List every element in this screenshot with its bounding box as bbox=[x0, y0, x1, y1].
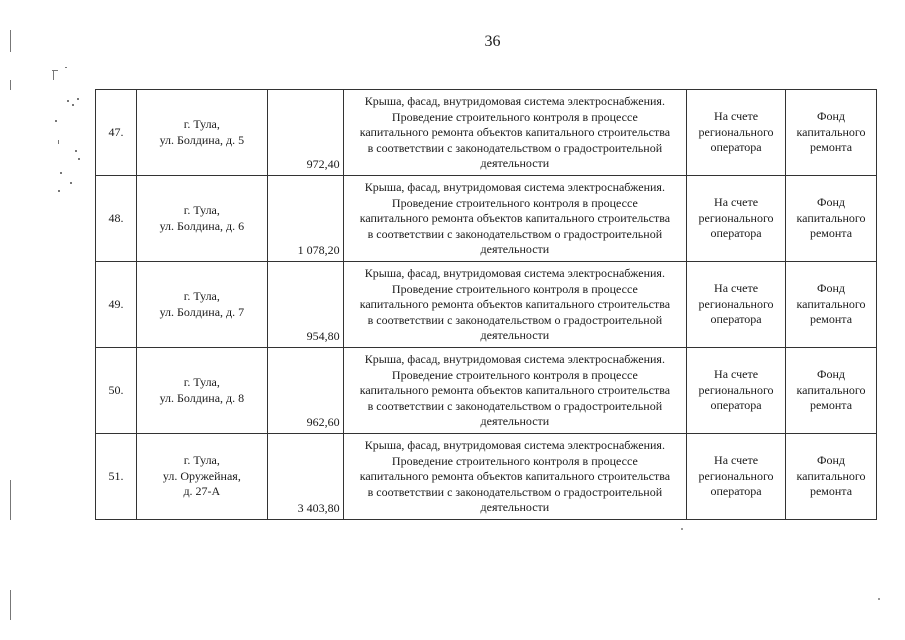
cell-line: в соответствии с законодательством о градостроительной bbox=[367, 398, 663, 413]
row-number: 50. bbox=[96, 348, 137, 434]
account-method-cell bbox=[687, 348, 786, 434]
cell-line: д. 27-А bbox=[183, 484, 221, 499]
cell-line: капитального ремонта объектов капитального строительства bbox=[359, 383, 671, 397]
table-row bbox=[96, 434, 877, 520]
scan-artifacts bbox=[0, 0, 100, 640]
row-number: 48. bbox=[96, 176, 137, 262]
capital-repair-table bbox=[95, 89, 877, 520]
cell-line: оператора bbox=[710, 484, 762, 499]
cost-cell: 962,60 bbox=[267, 348, 343, 434]
cell-line: Проведение строительного контроля в процессе bbox=[391, 281, 638, 296]
row-number: 51. bbox=[96, 434, 137, 520]
cell-line: Фонд bbox=[817, 195, 846, 210]
cell-line: капитального bbox=[796, 382, 866, 397]
cell-line: г. Тула, bbox=[183, 203, 220, 217]
cell-line: регионального bbox=[698, 382, 774, 397]
funding-source-cell bbox=[786, 90, 877, 176]
cell-line: в соответствии с законодательством о градостроительной bbox=[367, 312, 663, 327]
cell-line: регионального bbox=[698, 124, 774, 139]
cell-line: ул. Болдина, д. 5 bbox=[159, 132, 245, 147]
account-method-cell bbox=[687, 262, 786, 348]
cell-line: ремонта bbox=[809, 398, 853, 413]
funding-source-cell bbox=[786, 262, 877, 348]
table-body bbox=[96, 90, 877, 520]
cell-line: На счете bbox=[714, 195, 759, 210]
table-row bbox=[96, 90, 877, 176]
address-cell bbox=[136, 90, 267, 176]
cell-line: капитального bbox=[796, 124, 866, 139]
account-method-cell bbox=[687, 176, 786, 262]
cell-line: ул. Болдина, д. 7 bbox=[159, 304, 245, 319]
cell-line: Проведение строительного контроля в процессе bbox=[391, 109, 638, 124]
cell-line: деятельности bbox=[480, 156, 550, 170]
cell-line: Крыша, фасад, внутридомовая система электроснабжения. bbox=[364, 352, 665, 366]
cell-line: регионального bbox=[698, 210, 774, 225]
cell-line: деятельности bbox=[480, 328, 550, 342]
cell-line: На счете bbox=[714, 453, 759, 468]
cell-line: Крыша, фасад, внутридомовая система электроснабжения. bbox=[364, 438, 665, 452]
cell-line: Крыша, фасад, внутридомовая система электроснабжения. bbox=[364, 266, 665, 280]
account-method-cell bbox=[687, 434, 786, 520]
cell-line: ремонта bbox=[809, 140, 853, 155]
cell-line: На счете bbox=[714, 367, 759, 382]
cell-line: г. Тула, bbox=[183, 375, 220, 389]
cell-line: оператора bbox=[710, 226, 762, 241]
funding-source-cell bbox=[786, 348, 877, 434]
cell-line: капитального ремонта объектов капитального строительства bbox=[359, 297, 671, 311]
cell-line: На счете bbox=[714, 281, 759, 296]
cell-line: регионального bbox=[698, 296, 774, 311]
cell-line: На счете bbox=[714, 109, 759, 124]
cell-line: деятельности bbox=[480, 414, 550, 428]
cell-line: Проведение строительного контроля в процессе bbox=[391, 453, 638, 468]
cell-line: капитального bbox=[796, 468, 866, 483]
work-description-cell bbox=[343, 90, 686, 176]
cell-line: Крыша, фасад, внутридомовая система электроснабжения. bbox=[364, 180, 665, 194]
table-row bbox=[96, 348, 877, 434]
table-row bbox=[96, 262, 877, 348]
cell-line: капитального ремонта объектов капитального строительства bbox=[359, 125, 671, 139]
cell-line: ул. Болдина, д. 6 bbox=[159, 218, 245, 233]
page-number: 36 bbox=[484, 33, 501, 50]
address-cell bbox=[136, 434, 267, 520]
cost-cell: 954,80 bbox=[267, 262, 343, 348]
cell-line: Проведение строительного контроля в процессе bbox=[391, 195, 638, 210]
funding-source-cell bbox=[786, 176, 877, 262]
cell-line: Крыша, фасад, внутридомовая система электроснабжения. bbox=[364, 94, 665, 108]
cell-line: в соответствии с законодательством о градостроительной bbox=[367, 484, 663, 499]
work-description-cell bbox=[343, 176, 686, 262]
scan-dot bbox=[878, 598, 880, 600]
cell-line: в соответствии с законодательством о градостроительной bbox=[367, 140, 663, 155]
cell-line: капитального bbox=[796, 210, 866, 225]
cost-cell: 1 078,20 bbox=[267, 176, 343, 262]
address-cell bbox=[136, 348, 267, 434]
cell-line: Фонд bbox=[817, 281, 846, 296]
work-description-cell bbox=[343, 434, 686, 520]
cell-line: оператора bbox=[710, 312, 762, 327]
scan-dot bbox=[681, 528, 683, 530]
cell-line: г. Тула, bbox=[183, 117, 220, 131]
work-description-cell bbox=[343, 262, 686, 348]
cell-line: Фонд bbox=[817, 109, 846, 124]
funding-source-cell bbox=[786, 434, 877, 520]
cell-line: г. Тула, bbox=[183, 289, 220, 303]
cell-line: ремонта bbox=[809, 226, 853, 241]
cell-line: ремонта bbox=[809, 312, 853, 327]
row-number: 49. bbox=[96, 262, 137, 348]
cell-line: регионального bbox=[698, 468, 774, 483]
cell-line: капитального ремонта объектов капитального строительства bbox=[359, 211, 671, 225]
table-row bbox=[96, 176, 877, 262]
cost-cell: 972,40 bbox=[267, 90, 343, 176]
cell-line: ремонта bbox=[809, 484, 853, 499]
cell-line: капитального ремонта объектов капитального строительства bbox=[359, 469, 671, 483]
cell-line: капитального bbox=[796, 296, 866, 311]
cell-line: деятельности bbox=[480, 242, 550, 256]
address-cell bbox=[136, 262, 267, 348]
cell-line: Фонд bbox=[817, 453, 846, 468]
cell-line: Фонд bbox=[817, 367, 846, 382]
cell-line: Проведение строительного контроля в процессе bbox=[391, 367, 638, 382]
account-method-cell bbox=[687, 90, 786, 176]
cell-line: деятельности bbox=[480, 500, 550, 514]
cell-line: оператора bbox=[710, 398, 762, 413]
cell-line: ул. Болдина, д. 8 bbox=[159, 390, 245, 405]
cell-line: ул. Оружейная, bbox=[162, 468, 241, 483]
cell-line: г. Тула, bbox=[183, 453, 220, 468]
row-number: 47. bbox=[96, 90, 137, 176]
cost-cell: 3 403,80 bbox=[267, 434, 343, 520]
cell-line: оператора bbox=[710, 140, 762, 155]
work-description-cell bbox=[343, 348, 686, 434]
address-cell bbox=[136, 176, 267, 262]
cell-line: в соответствии с законодательством о градостроительной bbox=[367, 226, 663, 241]
